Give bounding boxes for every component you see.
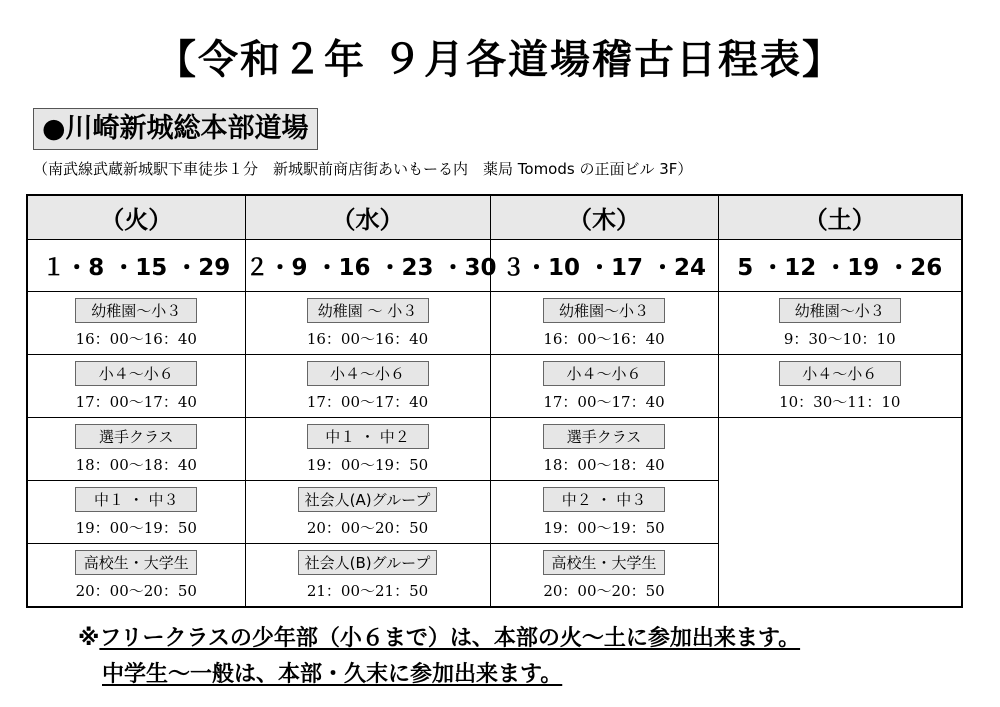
time-label: 18：00〜18：40	[75, 455, 197, 474]
day-header-wed: （水）	[245, 195, 490, 240]
slot-cell	[245, 544, 490, 608]
time-label: 19：00〜19：50	[543, 518, 665, 537]
time-label: 20：00〜20：50	[543, 581, 665, 600]
time-label: 16：00〜16：40	[543, 329, 665, 348]
slot-cell	[490, 481, 718, 544]
slot-cell	[718, 355, 962, 418]
note-mark: ※	[78, 626, 100, 651]
slot-cell	[718, 292, 962, 355]
slot-cell	[245, 355, 490, 418]
free-class-note	[78, 621, 800, 652]
slot-cell	[245, 292, 490, 355]
class-label: 選手クラス	[75, 424, 197, 449]
class-label: 社会人(A)グループ	[298, 487, 438, 512]
class-label: 中２ ・ 中３	[543, 487, 665, 512]
slot-cell	[490, 355, 718, 418]
slot-cell	[490, 544, 718, 608]
general-note	[102, 657, 562, 688]
time-label: 20：00〜20：50	[306, 518, 429, 537]
class-label: 社会人(B)グループ	[298, 550, 438, 575]
class-label: 幼稚園〜小３	[75, 298, 197, 323]
class-label: 中１ ・ 中２	[307, 424, 429, 449]
time-label: 10：30〜11：10	[779, 392, 901, 411]
slot-row-1	[27, 292, 962, 355]
class-label: 幼稚園〜小３	[779, 298, 901, 323]
class-label: 幼稚園 〜 小３	[307, 298, 429, 323]
dates-wed: ２・9 ・16 ・23 ・30	[245, 240, 490, 292]
day-header-tue: （火）	[27, 195, 245, 240]
class-label: 中１ ・ 中３	[75, 487, 197, 512]
class-label: 高校生・大学生	[75, 550, 197, 575]
slot-cell	[490, 292, 718, 355]
time-label: 16：00〜16：40	[75, 329, 197, 348]
time-label: 18：00〜18：40	[543, 455, 665, 474]
time-label: 19：00〜19：50	[75, 518, 197, 537]
dates-tue: １・8 ・15 ・29	[27, 240, 245, 292]
class-label: 幼稚園〜小３	[543, 298, 665, 323]
dojo-address: （南武線武蔵新城駅下車徒歩１分 新城駅前商店街あいもーる内 薬局 Tomods の正面ビル 3F）	[33, 160, 693, 178]
slot-cell	[27, 481, 245, 544]
time-label: 20：00〜20：50	[75, 581, 197, 600]
day-header-row	[27, 195, 962, 240]
note-line-1: フリークラスの少年部（小６まで）は、本部の火〜土に参加出来ます。	[99, 626, 801, 651]
dates-sat: 5 ・12 ・19 ・26	[718, 240, 962, 292]
slot-cell	[245, 418, 490, 481]
empty-saturday-cell	[718, 418, 962, 608]
slot-cell	[27, 418, 245, 481]
class-label: 高校生・大学生	[543, 550, 665, 575]
class-label: 小４〜小６	[307, 361, 429, 386]
time-label: 19：00〜19：50	[306, 455, 429, 474]
class-label: 選手クラス	[543, 424, 665, 449]
slot-cell	[27, 292, 245, 355]
slot-row-3	[27, 418, 962, 481]
slot-cell	[490, 418, 718, 481]
dates-thu: ３・10 ・17 ・24	[490, 240, 718, 292]
time-label: 16：00〜16：40	[306, 329, 429, 348]
time-label: 17：00〜17：40	[306, 392, 429, 411]
date-row	[27, 240, 962, 292]
time-label: 17：00〜17：40	[75, 392, 197, 411]
class-label: 小４〜小６	[75, 361, 197, 386]
dojo-name: ●川崎新城総本部道場	[33, 108, 318, 150]
class-label: 小４〜小６	[543, 361, 665, 386]
slot-cell	[245, 481, 490, 544]
time-label: 21：00〜21：50	[306, 581, 429, 600]
time-label: 9：30〜10：10	[783, 329, 896, 348]
schedule-table	[26, 194, 963, 608]
slot-cell	[27, 355, 245, 418]
day-header-sat: （土）	[718, 195, 962, 240]
class-label: 小４〜小６	[779, 361, 901, 386]
time-label: 17：00〜17：40	[543, 392, 665, 411]
day-header-thu: （木）	[490, 195, 718, 240]
slot-row-2	[27, 355, 962, 418]
note-line-2: 中学生〜一般は、本部・久末に参加出来ます。	[102, 662, 563, 687]
page-title: 【令和２年 ９月各道場稽古日程表】	[156, 37, 844, 83]
slot-cell	[27, 544, 245, 608]
